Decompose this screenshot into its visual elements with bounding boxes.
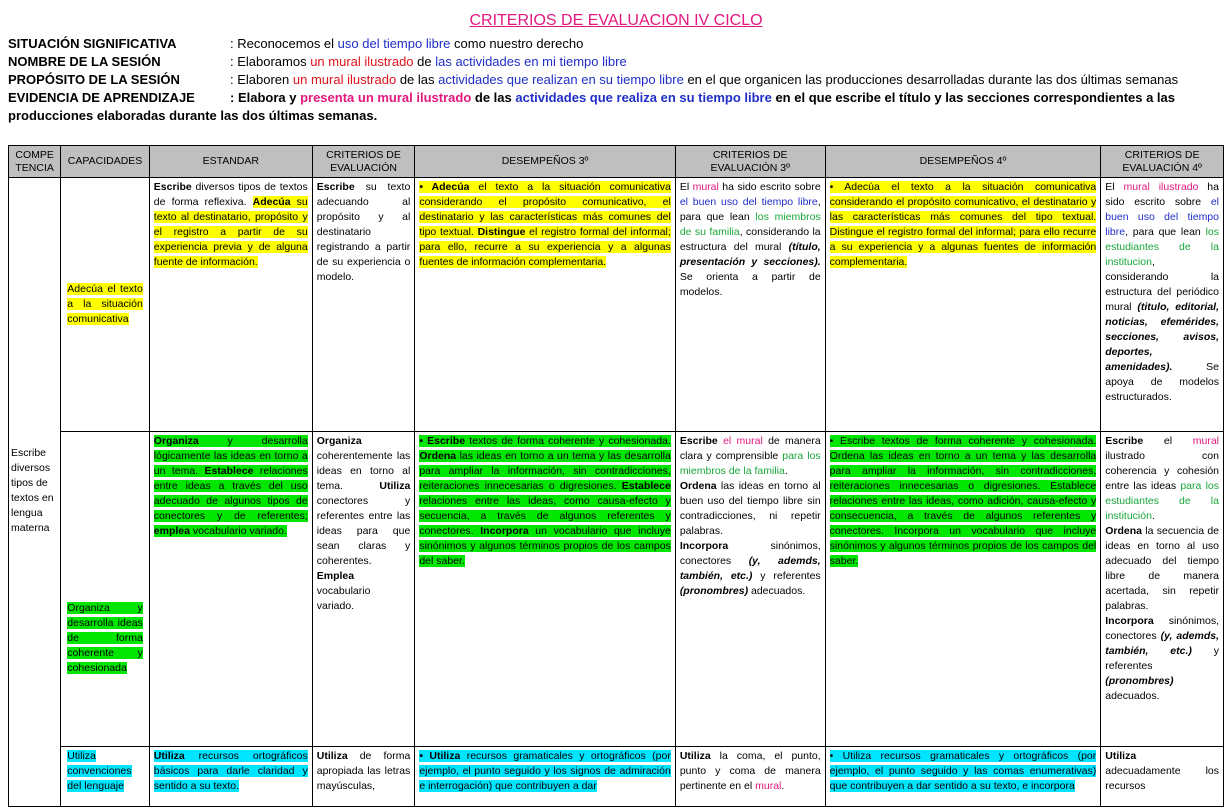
estandar-keyword: Organiza xyxy=(153,435,199,447)
criterio4-text-5: sinónimos, conectores xyxy=(1105,615,1219,642)
criterio-keyword-3: Emplea xyxy=(316,570,355,582)
criterio4-destinatario: para los estudiantes de la institución xyxy=(1105,480,1219,522)
desempeno4-text: • Utiliza recursos gramaticales y ortográficos (por ejemplo, el punto seguido y las comas enumerativas) que contribuyen a dar sentido a su texto, e incorpora xyxy=(829,750,1097,792)
criterio3-pronombres: (pronombres) xyxy=(679,585,749,597)
criterio-keyword-2: Utiliza xyxy=(379,480,411,492)
criterio4-text: El xyxy=(1105,181,1124,193)
criterio4-text-2: ha sido escrito sobre xyxy=(1105,181,1219,208)
criterio4-tema: el buen uso del tiempo libre xyxy=(1105,196,1219,238)
estandar-keyword-3: emplea xyxy=(153,525,190,537)
header-criterios-3: CRITERIOS DE EVALUACIÓN 3º xyxy=(675,146,825,178)
criterio4-text-4: , considerando la estructura del periódico mural xyxy=(1105,256,1219,313)
criterio3-destinatario: para los miembros de la familia xyxy=(679,450,821,477)
estandar-text: diversos tipos de textos de forma reflexiva. xyxy=(153,181,308,208)
criterio3-text-3: , para que lean xyxy=(679,196,821,223)
situacion-label: SITUACIÓN SIGNIFICATIVA xyxy=(8,36,177,51)
proposito-de: de las xyxy=(396,72,439,87)
desempeno4-cell xyxy=(825,178,1101,432)
criterio3-mural: mural xyxy=(755,780,782,792)
criterio4-cell xyxy=(1101,432,1224,747)
nombre-text: : Elaboramos xyxy=(230,54,311,69)
criterio3-mural: el mural xyxy=(723,435,763,447)
criterio4-text-4: la secuencia de ideas en torno al uso adecuado del tiempo libre de manera acertada, sin repetir palabras. xyxy=(1105,525,1219,612)
table-header-row xyxy=(9,146,1224,178)
criterio-keyword: Utiliza xyxy=(316,750,348,762)
evidencia-mural: presenta un mural ilustrado xyxy=(300,90,472,105)
criterio-text: de forma apropiada las letras mayúsculas, xyxy=(316,750,411,792)
desempeno3-text: recursos gramaticales y ortográficos (por ejemplo, el punto seguido y los signos de admiración e interrogación) que contribuyen a dar xyxy=(419,750,671,792)
criterio3-text: la coma, el punto, punto y coma de manera pertinente en el xyxy=(679,750,821,792)
criterio-cell xyxy=(312,178,415,432)
estandar-text-3: vocabulario variado. xyxy=(189,525,287,537)
criterio4-text-6: y referentes xyxy=(1105,645,1220,672)
estandar-text: y desarrolla lógicamente las ideas en torno a un tema. xyxy=(153,435,308,477)
criterio3-text-4: las ideas en torno al buen uso del tiempo libre sin contradicciones, ni repetir palabras. xyxy=(679,480,821,537)
evidencia-text: : Elabora y xyxy=(230,90,301,105)
header-desempenos-3: DESEMPEÑOS 3º xyxy=(415,146,676,178)
desempeno4-cell xyxy=(825,432,1101,747)
proposito-actividades: actividades que realizan en su tiempo libre xyxy=(438,72,684,87)
proposito-mural: un mural ilustrado xyxy=(292,72,397,87)
criterio3-mural: mural xyxy=(692,181,719,193)
estandar-keyword: Escribe xyxy=(153,181,192,193)
criterio4-keyword: Escribe xyxy=(1105,435,1144,447)
criterio3-keyword: Escribe xyxy=(679,435,718,447)
criterio3-text-5: Se orienta a partir de modelos. xyxy=(679,271,821,298)
desempeno4-cell xyxy=(825,747,1101,807)
criterio-keyword: Escribe xyxy=(316,181,355,193)
estandar-text-2: su texto al destinatario, propósito y el registro a partir de su experiencia previa y de alguna fuente de información. xyxy=(153,196,308,268)
situacion-row xyxy=(8,35,1224,53)
header-criterios: CRITERIOS DE EVALUACIÓN xyxy=(312,146,415,178)
criterio3-text-6: y referentes xyxy=(752,570,821,582)
criterio3-estructura: (título, presentación y secciones). xyxy=(679,241,821,268)
criterio-text: su texto adecuando al propósito y al destinatario registrando a partir de su experiencia o modelo. xyxy=(316,181,411,283)
header-desempenos-4: DESEMPEÑOS 4º xyxy=(825,146,1101,178)
criterio4-text-3: , para que lean xyxy=(1125,226,1206,238)
criterio-keyword: Organiza xyxy=(316,435,362,447)
criterio4-mural: mural xyxy=(1192,435,1219,447)
desempeno3-keyword-4: Incorpora xyxy=(480,525,529,537)
criterio3-cell xyxy=(675,747,825,807)
criterio3-incorpora: Incorpora xyxy=(679,540,729,552)
situacion-text-end: como nuestro derecho xyxy=(450,36,584,51)
desempeno3-text-4: un vocabulario que incluye sinónimos y algunos términos propios de los campos del saber. xyxy=(419,525,671,567)
criterio-text: coherentemente las ideas en torno al tema. xyxy=(316,450,411,492)
criterio3-conectores: (y, ademds, también, etc.) xyxy=(679,555,821,582)
table-row xyxy=(9,432,1224,747)
evidencia-actividades: actividades que realiza en su tiempo libre xyxy=(515,90,772,105)
evidencia-row xyxy=(8,89,1224,125)
evidencia-label: EVIDENCIA DE APRENDIZAJE xyxy=(8,90,195,105)
estandar-keyword-2: Establece xyxy=(204,465,254,477)
capacidad-adecua xyxy=(61,178,150,432)
proposito-text: : Elaboren xyxy=(230,72,293,87)
estandar-cell xyxy=(149,178,312,432)
desempeno3-keyword-2: Distingue xyxy=(477,226,526,238)
criterio4-text-2: ilustrado con coherencia y cohesión entre las ideas xyxy=(1105,450,1219,492)
session-header xyxy=(8,35,1224,125)
criterio3-cell xyxy=(675,432,825,747)
desempeno3-keyword: • Adecúa xyxy=(419,181,470,193)
criterio4-text-7: adecuados. xyxy=(1105,690,1160,702)
table-row xyxy=(9,747,1224,807)
competencia-text: Escribe diversos tipos de textos en lengua materna xyxy=(11,447,54,534)
estandar-keyword-2: Adecúa xyxy=(252,196,291,208)
document-title: CRITERIOS DE EVALUACION IV CICLO xyxy=(469,12,763,29)
evidencia-text-end: en el que escribe el título y las secciones correspondientes a las producciones elaboradas durante las dos últimas semanas. xyxy=(8,90,1176,123)
situacion-text: : Reconocemos el xyxy=(230,36,338,51)
criterio3-text-2: de manera clara y comprensible xyxy=(679,435,821,462)
criterio-text-3: vocabulario variado. xyxy=(316,585,371,612)
nombre-actividades: las actividades en mi tiempo libre xyxy=(435,54,627,69)
criterio3-text: El xyxy=(679,181,693,193)
criterio4-text: adecuadamente los recursos xyxy=(1105,765,1219,792)
criterio3-text-2: . xyxy=(781,780,785,792)
desempeno3-text: textos de forma coherente y cohesionada. xyxy=(465,435,671,447)
desempeno3-text-2: las ideas en torno a un tema y las desarrolla para ampliar la información, sin contradicciones, reiteraciones innecesarias o digresiones. xyxy=(419,450,671,492)
criterio4-text-3: . xyxy=(1151,510,1155,522)
proposito-row xyxy=(8,71,1224,89)
criterio4-text-5: Se apoya de modelos estructurados. xyxy=(1105,361,1219,403)
header-capacidades: CAPACIDADES xyxy=(61,146,150,178)
criterio4-conectores: (y, ademds, también, etc.) xyxy=(1105,630,1219,657)
criteria-table xyxy=(8,145,1224,807)
criterio4-pronombres: (pronombres) xyxy=(1105,675,1174,687)
criterio4-cell xyxy=(1101,178,1224,432)
criterio4-cell xyxy=(1101,747,1224,807)
criterio3-tema: el buen uso del tiempo libre xyxy=(679,196,818,208)
desempeno3-keyword-3: Establece xyxy=(621,480,671,492)
proposito-text-end: en el que organicen las producciones desarrolladas durante las dos últimas semanas xyxy=(683,72,1179,87)
criterio4-mural: mural ilustrado xyxy=(1123,181,1199,193)
nombre-label: NOMBRE DE LA SESIÓN xyxy=(8,54,161,69)
criterio-cell xyxy=(312,747,415,807)
capacidad-utiliza xyxy=(61,747,150,807)
desempeno3-cell xyxy=(415,747,676,807)
criterio4-estructura: (titulo, editorial, noticias, efemérides, secciones, avisos, deportes, amenidades). xyxy=(1105,301,1219,373)
estandar-keyword: Utiliza xyxy=(153,750,185,762)
criterio4-keyword: Utiliza xyxy=(1105,750,1137,762)
criterio3-text-2: ha sido escrito sobre xyxy=(718,181,821,193)
estandar-text-2: relaciones entre ideas a través del uso adecuado de algunos tipos de conectores y de referentes; xyxy=(153,465,308,522)
criterio4-ordena: Ordena xyxy=(1105,525,1143,537)
desempeno3-keyword-2: Ordena xyxy=(419,450,457,462)
capacidad-organiza xyxy=(61,432,150,747)
desempeno4-text: • Escribe textos de forma coherente y cohesionada. Ordena las ideas en torno a un tema y las desarrolla para ampliar la información, sin contradicciones, reiteraciones innecesarias o digresiones. Establece relaciones entre las ideas, como adición, causa-efecto y consecuencia, a través de algunos referentes y conectores. Incorpora un vocabulario que incluye sinónimos y algunos términos propios de los campos del saber. xyxy=(829,435,1097,567)
table-row xyxy=(9,178,1224,432)
criterio4-destinatario: los estudiantes de la institucion xyxy=(1105,226,1219,268)
capacidad-utiliza-text: Utiliza convenciones del lenguaje xyxy=(67,750,132,792)
estandar-cell xyxy=(149,432,312,747)
desempeno3-text-2: el registro formal del informal; para ello, recurre a su experiencia y a algunas fuentes de información complementaria. xyxy=(419,226,671,268)
criterio3-ordena: Ordena xyxy=(679,480,717,492)
header-estandar: ESTANDAR xyxy=(149,146,312,178)
criterio3-text-3: . xyxy=(784,465,788,477)
proposito-label: PROPÓSITO DE LA SESIÓN xyxy=(8,72,180,87)
desempeno4-text: • Adecúa el texto a la situación comunicativa considerando el propósito comunicativo, el destinatario y las características más comunes del tipo textual. Distingue el registro formal del informal; para ello recurre a su experiencia y a algunas fuentes de información complementaria. xyxy=(829,181,1097,268)
criterio3-cell xyxy=(675,178,825,432)
situacion-highlight: uso del tiempo libre xyxy=(337,36,451,51)
desempeno3-keyword: • Escribe xyxy=(419,435,466,447)
criterio4-incorpora: Incorpora xyxy=(1105,615,1154,627)
capacidad-adecua-text: Adecúa el texto a la situación comunicativa xyxy=(67,283,143,325)
desempeno3-keyword: • Utiliza xyxy=(419,750,461,762)
competencia-cell xyxy=(9,178,61,807)
header-criterios-4: CRITERIOS DE EVALUACIÓN 4º xyxy=(1101,146,1224,178)
criterio3-destinatario: los miembros de su familia xyxy=(679,211,821,238)
desempeno3-cell xyxy=(415,432,676,747)
evidencia-de: de las xyxy=(471,90,516,105)
capacidad-organiza-text: Organiza y desarrolla ideas de forma coherente y cohesionada xyxy=(67,601,143,674)
criterio3-text-5: sinónimos, conectores xyxy=(679,540,821,567)
nombre-row xyxy=(8,53,1224,71)
desempeno3-text: el texto a la situación comunicativa considerando el propósito comunicativo, el destinatario y las características más comunes del tipo textual. xyxy=(419,181,671,238)
estandar-cell xyxy=(149,747,312,807)
criterio4-text: el xyxy=(1143,435,1193,447)
criterio3-keyword: Utiliza xyxy=(679,750,711,762)
estandar-text: recursos ortográficos básicos para darle claridad y sentido a su texto. xyxy=(153,750,308,792)
header-competencia: COMPE TENCIA xyxy=(9,146,61,178)
desempeno3-text-3: relaciones entre las ideas, como causa-efecto y secuencia, a través de algunos referentes y conectores. xyxy=(419,495,671,537)
desempeno3-cell xyxy=(415,178,676,432)
criterio3-text-7: adecuados. xyxy=(748,585,806,597)
nombre-de: de xyxy=(413,54,436,69)
criterio-cell xyxy=(312,432,415,747)
nombre-mural: un mural ilustrado xyxy=(310,54,414,69)
criterio-text-2: conectores y referentes entre las ideas para que sean claras y coherentes. xyxy=(316,495,411,567)
criterio3-text-4: , considerando la estructura del mural xyxy=(679,226,821,253)
